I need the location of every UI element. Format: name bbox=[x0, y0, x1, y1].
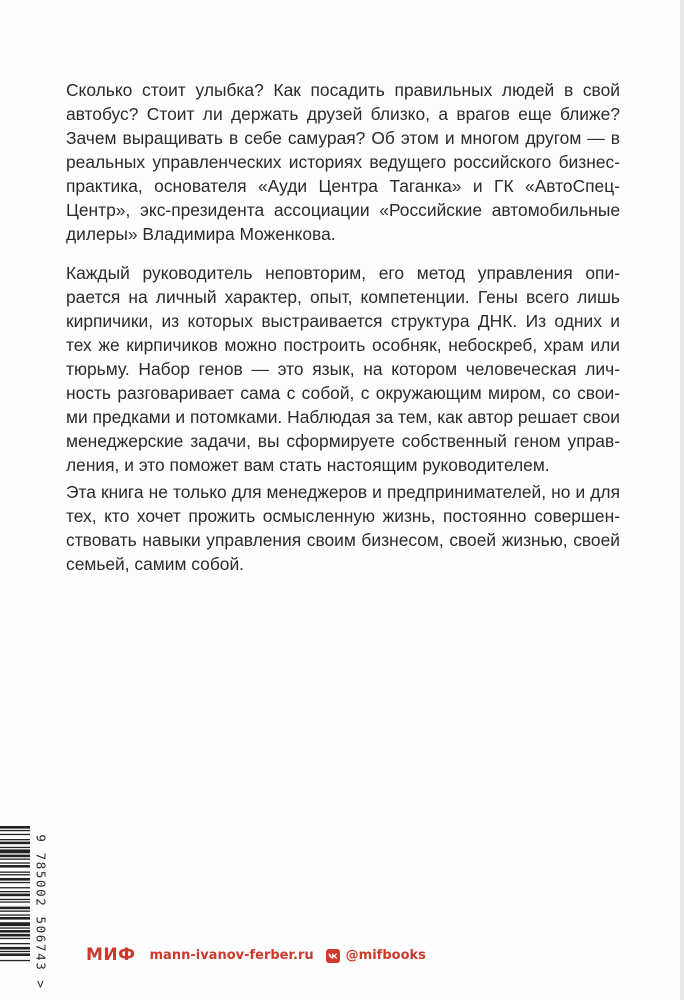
barcode-bar bbox=[0, 901, 30, 902]
barcode-bar bbox=[0, 826, 30, 829]
barcode-bar bbox=[0, 859, 30, 860]
barcode-bar bbox=[0, 930, 30, 933]
barcode-bar bbox=[0, 891, 30, 892]
barcode-bar bbox=[0, 938, 30, 939]
barcode-bar bbox=[0, 951, 30, 952]
paragraph-genome: Каждый руководитель неповторим, его метод управления опирается на личный характер, опыт, компетенции. Гены всего лишь кирпичики, из которых выстраивается структура ДНК. Из одних и тех же кирпичиков можно построить особняк, небоскреб, храм или тюрьму. Набор генов — это язык, на котором человеческая личность разговаривает сама с собой, с окружающим миром, со своими предками и потомками. Наблюдая за тем, как автор решает свои менеджерские задачи, вы сформируете собственный геном управления, и это поможет вам стать настоящим руководителем. bbox=[66, 263, 620, 475]
barcode-bar bbox=[0, 865, 30, 868]
barcode-bar bbox=[0, 899, 30, 900]
barcode bbox=[0, 826, 34, 998]
barcode-bar bbox=[0, 842, 30, 845]
barcode-bar bbox=[0, 947, 30, 950]
barcode-graphic bbox=[0, 826, 34, 998]
barcode-bar bbox=[0, 960, 30, 961]
social-handle-link[interactable]: @mifbooks bbox=[345, 947, 426, 963]
paragraph-intro: Сколько стоит улыбка? Как посадить правильных людей в свой автобус? Стоит ли держать друзей близко, а врагов еще ближе? Зачем выращивать в себе самурая? Об этом и многом другом — в реальных управленческих историях ведущего российского бизнес-практика, основателя «Ауди Центра Таганка» и ГК «АвтоСпецЦентр», экс-президента ассоциации «Российские автомобильные дилеры» Владимира Моженкова. bbox=[66, 80, 620, 244]
barcode-bar bbox=[0, 943, 30, 944]
barcode-bar bbox=[0, 927, 30, 928]
barcode-bar bbox=[0, 874, 30, 875]
barcode-bar bbox=[0, 839, 30, 840]
isbn-text: 9 785002 506743 > bbox=[33, 834, 49, 990]
page-edge bbox=[680, 0, 684, 1000]
barcode-bar bbox=[0, 914, 30, 915]
barcode-bar bbox=[0, 894, 30, 897]
barcode-bar bbox=[0, 862, 30, 863]
barcode-bar bbox=[0, 953, 30, 956]
barcode-bar bbox=[0, 878, 30, 881]
barcode-bar bbox=[0, 887, 30, 888]
barcode-bar bbox=[0, 834, 30, 835]
isbn-number bbox=[32, 826, 50, 998]
barcode-bar bbox=[0, 911, 30, 912]
publisher-logo: МИФ bbox=[86, 945, 136, 965]
barcode-bar bbox=[0, 847, 30, 848]
barcode-bar bbox=[0, 872, 30, 873]
barcode-bar bbox=[0, 882, 30, 883]
barcode-bar bbox=[0, 830, 30, 831]
barcode-bar bbox=[0, 934, 30, 937]
paragraph-audience: Эта книга не только для менеджеров и предпринимателей, но и для тех, кто хочет прожить осмысленную жизнь, постоянно совершенствовать навыки управления своим бизнесом, своей жизнью, своей семьей, самим собой. bbox=[66, 482, 620, 574]
website-link[interactable]: mann-ivanov-ferber.ru bbox=[149, 947, 314, 963]
barcode-bar bbox=[0, 855, 30, 858]
barcode-bar bbox=[0, 922, 30, 926]
vk-icon[interactable] bbox=[326, 948, 340, 962]
barcode-bar bbox=[0, 917, 30, 920]
footer bbox=[86, 944, 426, 966]
barcode-bar bbox=[0, 849, 30, 853]
barcode-bar bbox=[0, 907, 30, 910]
